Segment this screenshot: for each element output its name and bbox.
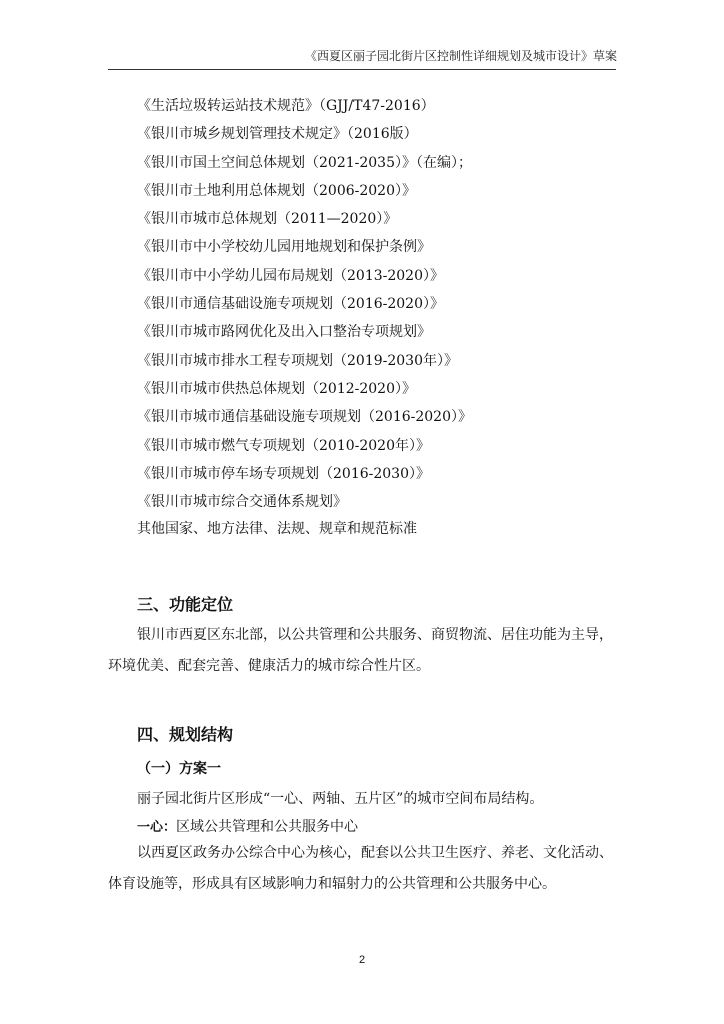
reference-item: 《银川市中小学幼儿园布局规划（2013-2020）》 [137,267,444,284]
one-core-text: 区域公共管理和公共服务中心 [176,819,359,835]
page-number: 2 [358,954,366,966]
structure-intro: 丽子园北街片区形成“一心、两轴、五片区”的城市空间布局结构。 [137,791,544,807]
reference-item: 《银川市城市停车场专项规划（2016-2030）》 [137,465,430,482]
reference-item: 《银川市城乡规划管理技术规定》（2016版） [137,126,418,143]
reference-item: 《银川市城市路网优化及出入口整治专项规划》 [137,324,431,341]
reference-item: 《银川市城市燃气专项规划（2010-2020年）》 [137,437,430,454]
section4-heading: 四、规划结构 [137,725,234,744]
one-core-label: 一心： [137,820,177,835]
reference-item: 《银川市通信基础设施专项规划（2016-2020）》 [137,296,444,313]
page-header-title: 《西夏区丽子园北街片区控制性详细规划及城市设计》草案 [304,49,617,63]
reference-item: 《银川市城市供热总体规划（2012-2020）》 [137,380,416,397]
reference-item: 《银川市城市通信基础设施专项规划（2016-2020）》 [137,409,472,426]
reference-item: 《银川市城市总体规划（2011—2020）》 [137,211,398,228]
other-standards: 其他国家、地方法律、法规、规章和规范标准 [137,521,417,537]
reference-item: 《生活垃圾转运站技术规范》（GJJ/T47-2016） [137,98,435,114]
reference-item: 《银川市国土空间总体规划（2021-2035）》（在编）； [137,154,472,171]
reference-item: 《银川市土地利用总体规划（2006-2020）》 [137,182,416,199]
section3-body: 银川市西夏区东北部，以公共管理和公共服务、商贸物流、居住功能为主导，环境优美、配套完善、健康活力的城市综合性片区。 [108,627,613,674]
reference-item: 《银川市中小学校幼儿园用地规划和保护条例》 [137,239,431,256]
section3-heading: 三、功能定位 [137,595,234,614]
scheme1-heading: （一）方案一 [137,761,221,777]
one-core-detail: 以西夏区政务办公综合中心为核心，配套以公共卫生医疗、养老、文化活动、体育设施等，形成具有区域影响力和辐射力的公共管理和公共服务中心。 [108,845,613,892]
header-divider [108,69,616,70]
reference-item: 《银川市城市综合交通体系规划》 [137,494,347,511]
reference-item: 《银川市城市排水工程专项规划（2019-2030年）》 [137,352,458,369]
reference-list [137,92,472,516]
one-core-line [137,816,358,836]
